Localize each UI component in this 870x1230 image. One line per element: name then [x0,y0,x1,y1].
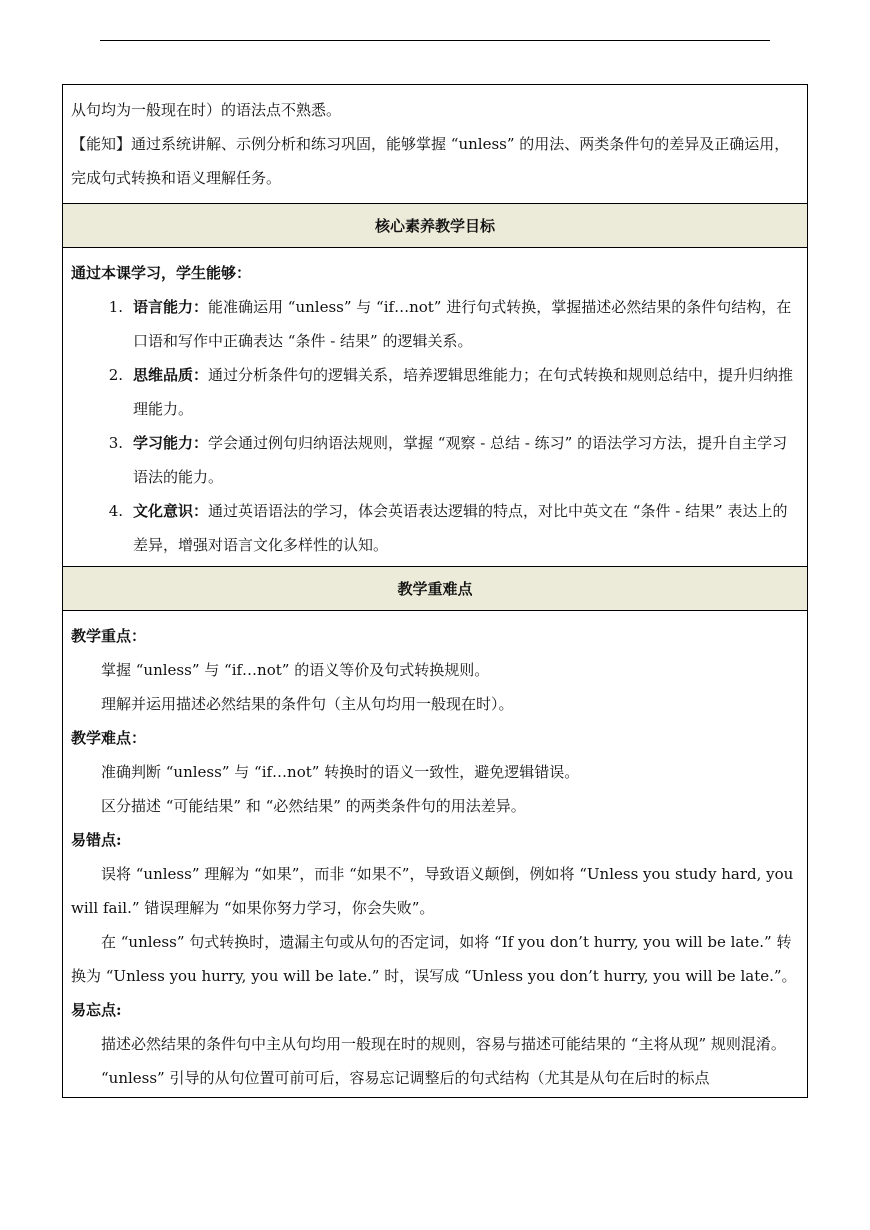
list-item [71,358,799,426]
list-item [71,494,799,562]
error-point-item: 在 “unless” 句式转换时，遗漏主句或从句的否定词，如将 “If you don’t hurry, you will be late.” 转换为 “Unless you hurry, you will be late.” 时，误写成 “Unless you don’t hurry, you will be late.”。 [71,933,797,985]
key-points-label: 教学重点： [71,627,147,645]
hard-points-label: 教学难点： [71,729,147,747]
forget-points-label: 易忘点: [71,1001,122,1019]
intro-cell [63,85,807,204]
difficulty-title: 教学重难点 [397,580,473,598]
difficulty-header [63,567,807,611]
list-item-title: 学习能力： [133,434,209,452]
list-item-title: 文化意识： [133,502,209,520]
nengzhi-text: 通过系统讲解、示例分析和练习巩固，能够掌握 “unless” 的用法、两类条件句的差异及正确运用，完成句式转换和语义理解任务。 [71,135,790,187]
list-item-number: 2. [108,366,123,384]
core-goals-lead: 通过本课学习，学生能够： [71,264,252,282]
error-point-item: 误将 “unless” 理解为 “如果”，而非 “如果不”，导致语义颠倒，例如将 “Unless you study hard, you will fail.” 错误理解为 “如果你努力学习，你会失败”。 [71,865,794,917]
header-rule [100,40,770,41]
list-item-text: 通过英语语法的学习，体会英语表达逻辑的特点，对比中英文在 “条件 - 结果” 表达上的差异，增强对语言文化多样性的认知。 [133,502,788,554]
forget-point-item: “unless” 引导的从句位置可前可后，容易忘记调整后的句式结构（尤其是从句在后时的标点 [101,1069,710,1087]
list-item [71,426,799,494]
list-item-text: 能准确运用 “unless” 与 “if…not” 进行句式转换，掌握描述必然结果的条件句结构，在口语和写作中正确表达 “条件 - 结果” 的逻辑关系。 [133,298,792,350]
error-points-label: 易错点: [71,831,122,849]
hard-point-item: 区分描述 “可能结果” 和 “必然结果” 的两类条件句的用法差异。 [101,797,526,815]
core-goals-cell [63,248,807,567]
intro-line: 从句均为一般现在时）的语法点不熟悉。 [71,101,342,119]
key-point-item: 掌握 “unless” 与 “if…not” 的语义等价及句式转换规则。 [101,661,490,679]
list-item-number: 4. [108,502,123,520]
list-item-title: 思维品质： [133,366,209,384]
nengzhi-paragraph [71,127,799,195]
hard-point-item: 准确判断 “unless” 与 “if…not” 转换时的语义一致性，避免逻辑错误。 [101,763,580,781]
list-item [71,290,799,358]
list-item-number: 1. [108,298,123,316]
list-item-number: 3. [108,434,123,452]
list-item-text: 学会通过例句归纳语法规则，掌握 “观察 - 总结 - 练习” 的语法学习方法，提升自主学习语法的能力。 [133,434,788,486]
key-point-item: 理解并运用描述必然结果的条件句（主从句均用一般现在时）。 [101,695,514,713]
list-item-text: 通过分析条件句的逻辑关系，培养逻辑思维能力；在句式转换和规则总结中，提升归纳推理能力。 [133,366,794,418]
list-item-title: 语言能力： [133,298,209,316]
difficulty-cell [63,611,807,1097]
forget-point-item: 描述必然结果的条件句中主从句均用一般现在时的规则，容易与描述可能结果的 “主将从现” 规则混淆。 [101,1035,786,1053]
core-goals-header [63,204,807,248]
core-goals-title: 核心素养教学目标 [374,217,495,235]
lesson-plan-table [62,84,808,1098]
nengzhi-label: 【能知】 [71,135,132,153]
